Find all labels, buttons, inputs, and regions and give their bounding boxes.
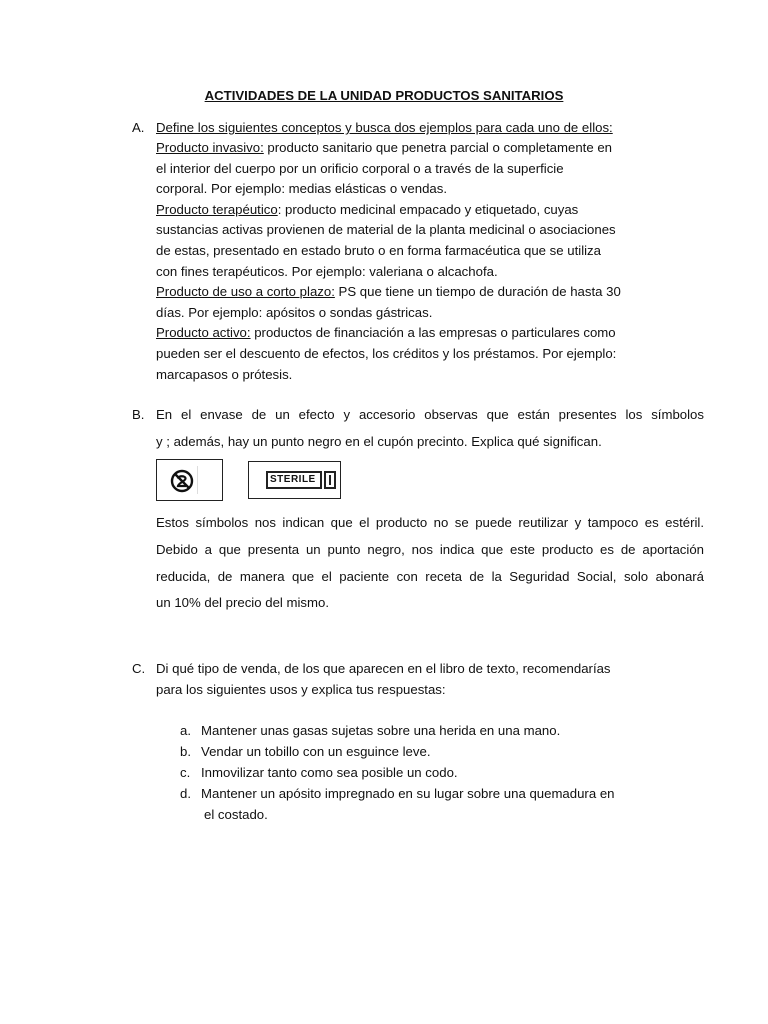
definition-text: el interior del cuerpo por un orificio corporal o a través de la superficie [156,160,564,176]
definition-text: con fines terapéuticos. Por ejemplo: valeriana o alcachofa. [156,263,498,279]
do-not-reuse-icon [169,468,195,494]
list-item [180,783,680,825]
sterile-label: STERILE [266,471,322,489]
list-item-text: Mantener un apósito impregnado en su lugar sobre una quemadura en [201,786,615,801]
section-b-question [156,405,704,425]
list-item-label: d. [180,786,191,801]
sterile-icon [324,471,336,489]
definition-text: marcapasos o prótesis. [156,366,293,382]
answer-line: un 10% del precio del mismo. [156,595,329,611]
section-a-prompt: Define los siguientes conceptos y busca dos ejemplos para cada uno de ellos: [156,120,613,135]
list-item [180,762,680,783]
answer-line: Debido a que presenta un punto negro, nos indica que este producto es de aportación [156,541,704,557]
definition-text: corporal. Por ejemplo: medias elásticas o vendas. [156,181,448,197]
term-activo: Producto activo: [156,325,251,341]
page-title: ACTIVIDADES DE LA UNIDAD PRODUCTOS SANITARIOS [204,88,564,103]
definition-text: : producto medicinal empacado y etiquetado, cuyas [277,201,579,217]
definition-invasivo [156,138,666,159]
answer-line: reducida, de manera que el paciente con receta de la Seguridad Social, solo abonará [156,568,704,584]
list-item-label: a. [180,723,191,738]
section-b-question-2 [156,432,704,452]
section-b-marker: B. [132,407,145,422]
question-line: Di qué tipo de venda, de los que aparecen en el libro de texto, recomendarías [156,661,611,676]
definition-terapeutico [156,200,666,221]
list-item-text: Vendar un tobillo con un esguince leve. [201,744,431,759]
question-line: para los siguientes usos y explica tus respuestas: [156,682,446,697]
term-invasivo: Producto invasivo: [156,140,264,155]
term-corto-plazo: Producto de uso a corto plazo: [156,284,335,300]
section-a-marker: A. [132,120,145,135]
section-c-marker: C. [132,661,146,676]
definition-text: días. Por ejemplo: apósitos o sondas gástricas. [156,304,433,320]
list-item [180,720,680,741]
list-item-text: Mantener unas gasas sujetas sobre una herida en una mano. [201,723,561,738]
list-item [180,741,680,762]
section-a-definitions [156,138,666,385]
list-item-label: b. [180,744,191,759]
list-item-continuation: el costado. [204,807,268,822]
definition-text: PS que tiene un tiempo de duración de hasta 30 [334,284,621,300]
definition-text: producto sanitario que penetra parcial o completamente en [263,140,612,155]
definition-text: de estas, presentado en estado bruto o en forma farmacéutica que se utiliza [156,242,601,258]
definition-text: productos de financiación a las empresas o particulares como [250,325,616,341]
section-b-answer [156,510,704,617]
question-line: y ; además, hay un punto negro en el cupón precinto. Explica qué significan. [156,434,602,449]
definition-text: pueden ser el descuento de efectos, los créditos y los préstamos. Por ejemplo: [156,345,617,361]
sterile-symbol [248,461,341,499]
definition-activo [156,323,666,344]
list-item-label: c. [180,765,191,780]
section-c-question [156,658,676,700]
term-terapeutico: Producto terapéutico [156,201,278,217]
question-line: En el envase de un efecto y accesorio observas que están presentes los símbolos [156,407,704,422]
section-c-list [180,720,680,825]
answer-line: Estos símbolos nos indican que el producto no se puede reutilizar y tampoco es estéril. [156,515,704,530]
do-not-reuse-symbol [156,459,223,501]
list-item-text: Inmovilizar tanto como sea posible un codo. [201,765,458,780]
definition-text: sustancias activas provienen de material de la planta medicinal o asociaciones [156,222,616,238]
definition-corto-plazo [156,282,666,303]
